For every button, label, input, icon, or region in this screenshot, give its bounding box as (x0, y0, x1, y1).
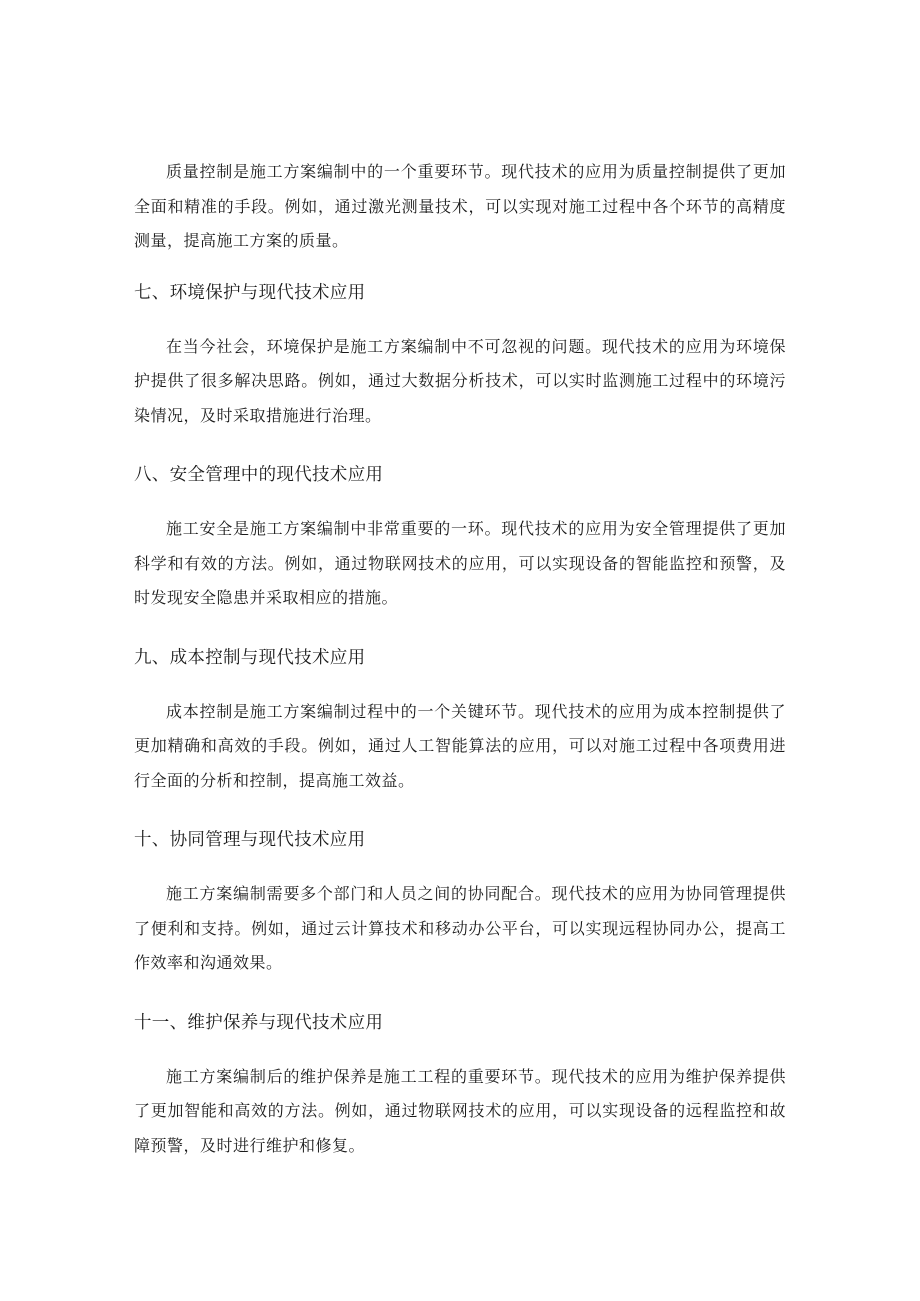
section-collaboration (134, 825, 786, 981)
section-heading: 九、成本控制与现代技术应用 (134, 647, 366, 668)
section-paragraph: 施工方案编制需要多个部门和人员之间的协同配合。现代技术的应用为协同管理提供了便利和支持。例如，通过云计算技术和移动办公平台，可以实现远程协同办公，提高工作效率和沟通效果。 (134, 884, 786, 972)
section-maintenance (134, 1008, 786, 1164)
section-environment (134, 278, 786, 434)
section-heading: 十、协同管理与现代技术应用 (134, 830, 366, 850)
section-paragraph: 在当今社会，环境保护是施工方案编制中不可忽视的问题。现代技术的应用为环境保护提供了很多解决思路。例如，通过大数据分析技术，可以实时监测施工过程中的环境污染情况，及时采取措施进行治理。 (134, 336, 786, 425)
section-heading: 十一、维护保养与现代技术应用 (134, 1012, 384, 1033)
intro-paragraph: 质量控制是施工方案编制中的一个重要环节。现代技术的应用为质量控制提供了更加全面和精准的手段。例如，通过激光测量技术，可以实现对施工过程中各个环节的高精度测量，提高施工方案的质量。 (134, 162, 786, 250)
section-cost (134, 643, 786, 799)
section-paragraph: 施工方案编制后的维护保养是施工工程的重要环节。现代技术的应用为维护保养提供了更加智能和高效的方法。例如，通过物联网技术的应用，可以实现设备的远程监控和故障预警，及时进行维护和修复。 (134, 1066, 786, 1155)
document-page (134, 155, 786, 1190)
section-paragraph: 成本控制是施工方案编制过程中的一个关键环节。现代技术的应用为成本控制提供了更加精确和高效的手段。例如，通过人工智能算法的应用，可以对施工过程中各项费用进行全面的分析和控制，提高施工效益。 (134, 701, 786, 790)
section-paragraph: 施工安全是施工方案编制中非常重要的一环。现代技术的应用为安全管理提供了更加科学和有效的方法。例如，通过物联网技术的应用，可以实现设备的智能监控和预警，及时发现安全隐患并采取相应的措施。 (134, 519, 786, 607)
section-heading: 七、环境保护与现代技术应用 (134, 282, 366, 303)
section-heading: 八、安全管理中的现代技术应用 (134, 465, 384, 485)
section-safety (134, 460, 786, 616)
